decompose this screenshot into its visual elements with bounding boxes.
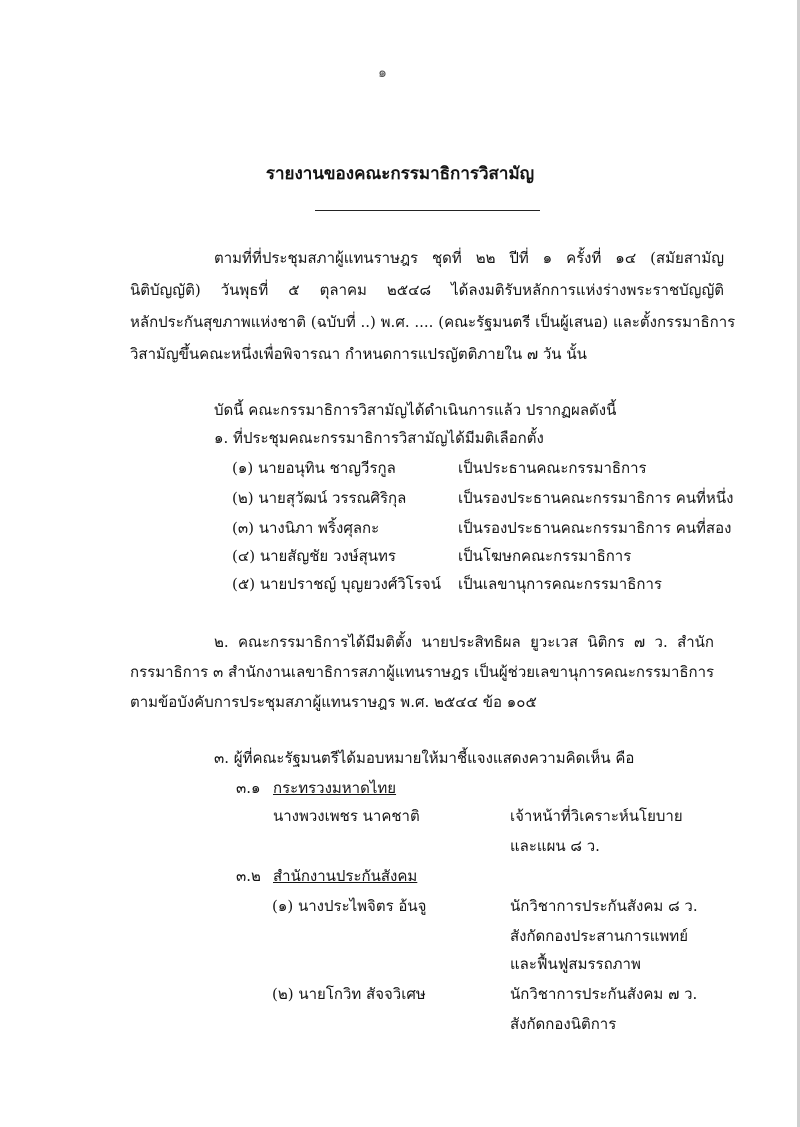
intro-line-1: ตามที่ที่ประชุมสภาผู้แทนราษฎร ชุดที่ ๒๒ ปีที่ ๑ ครั้งที่ ๑๔ (สมัยสามัญ bbox=[214, 249, 724, 267]
member-name: (๓) นางนิภา พริ้งศุลกะ bbox=[232, 519, 380, 537]
item3-heading: ๓. ผู้ที่คณะรัฐมนตรีได้มอบหมายให้มาชี้แจงแสดงความคิดเห็น คือ bbox=[214, 749, 635, 767]
sub2-person-2-position-2: สังกัดกองนิติการ bbox=[510, 1015, 617, 1033]
member-name: (๔) นายสัญชัย วงษ์สุนทร bbox=[232, 547, 396, 565]
results-intro: บัดนี้ คณะกรรมาธิการวิสามัญได้ดำเนินการแล้ว ปรากฏผลดังนี้ bbox=[214, 401, 617, 419]
sub1-org: กระทรวงมหาดไทย bbox=[273, 779, 397, 797]
sub2-org: สำนักงานประกันสังคม bbox=[273, 867, 418, 885]
intro-line-4: วิสามัญขึ้นคณะหนึ่งเพื่อพิจารณา กำหนดการแปรญัตติภายใน ๗ วัน นั้น bbox=[130, 345, 587, 363]
sub1-position-1: เจ้าหน้าที่วิเคราะห์นโยบาย bbox=[510, 807, 683, 825]
sub2-person-1: (๑) นางประไพจิตร อ้นจู bbox=[272, 897, 427, 915]
intro-line-3: หลักประกันสุขภาพแห่งชาติ (ฉบับที่ ..) พ.ศ. .... (คณะรัฐมนตรี เป็นผู้เสนอ) และตั้งกรรมาธิการ bbox=[130, 313, 736, 331]
sub1-person: นางพวงเพชร นาคชาติ bbox=[273, 807, 420, 825]
sub2-person-1-position-3: และฟื้นฟูสมรรถภาพ bbox=[510, 955, 641, 973]
sub2-person-2-position-1: นักวิชาการประกันสังคม ๗ ว. bbox=[510, 985, 698, 1003]
title-underline bbox=[315, 210, 540, 211]
sub2-person-2: (๒) นายโกวิท สัจจวิเศษ bbox=[272, 985, 426, 1003]
item2-line-2: กรรมาธิการ ๓ สำนักงานเลขาธิการสภาผู้แทนราษฎร เป็นผู้ช่วยเลขานุการคณะกรรมาธิการ bbox=[130, 663, 715, 681]
member-role: เป็นรองประธานคณะกรรมาธิการ คนที่หนึ่ง bbox=[458, 489, 734, 507]
page-number: ๑ bbox=[378, 65, 387, 81]
sub2-person-1-position-2: สังกัดกองประสานการแพทย์ bbox=[510, 927, 688, 945]
sub1-number: ๓.๑ bbox=[236, 779, 261, 797]
sub1-position-2: และแผน ๘ ว. bbox=[510, 837, 600, 855]
item2-line-1: ๒. คณะกรรมาธิการได้มีมติตั้ง นายประสิทธิผล ยูวะเวส นิติกร ๗ ว. สำนัก bbox=[214, 633, 714, 651]
member-role: เป็นโฆษกคณะกรรมาธิการ bbox=[458, 547, 632, 565]
sub2-number: ๓.๒ bbox=[236, 867, 261, 885]
intro-line-2: นิติบัญญัติ) วันพุธที่ ๕ ตุลาคม ๒๕๔๘ ได้ลงมติรับหลักการแห่งร่างพระราชบัญญัติ bbox=[130, 281, 724, 299]
member-name: (๒) นายสุวัฒน์ วรรณศิริกุล bbox=[232, 489, 407, 507]
sub2-person-1-position-1: นักวิชาการประกันสังคม ๘ ว. bbox=[510, 897, 698, 915]
report-title: รายงานของคณะกรรมาธิการวิสามัญ bbox=[265, 164, 535, 184]
item1-heading: ๑. ที่ประชุมคณะกรรมาธิการวิสามัญได้มีมติเลือกตั้ง bbox=[214, 429, 544, 447]
member-name: (๑) นายอนุทิน ชาญวีรกูล bbox=[232, 459, 396, 477]
member-role: เป็นรองประธานคณะกรรมาธิการ คนที่สอง bbox=[458, 519, 732, 537]
member-name: (๕) นายปราชญ์ บุญยวงศ์วิโรจน์ bbox=[232, 575, 441, 593]
member-role: เป็นเลขานุการคณะกรรมาธิการ bbox=[458, 575, 662, 593]
member-role: เป็นประธานคณะกรรมาธิการ bbox=[458, 459, 647, 477]
item2-line-3: ตามข้อบังคับการประชุมสภาผู้แทนราษฎร พ.ศ. ๒๕๔๔ ข้อ ๑๐๕ bbox=[130, 693, 537, 711]
